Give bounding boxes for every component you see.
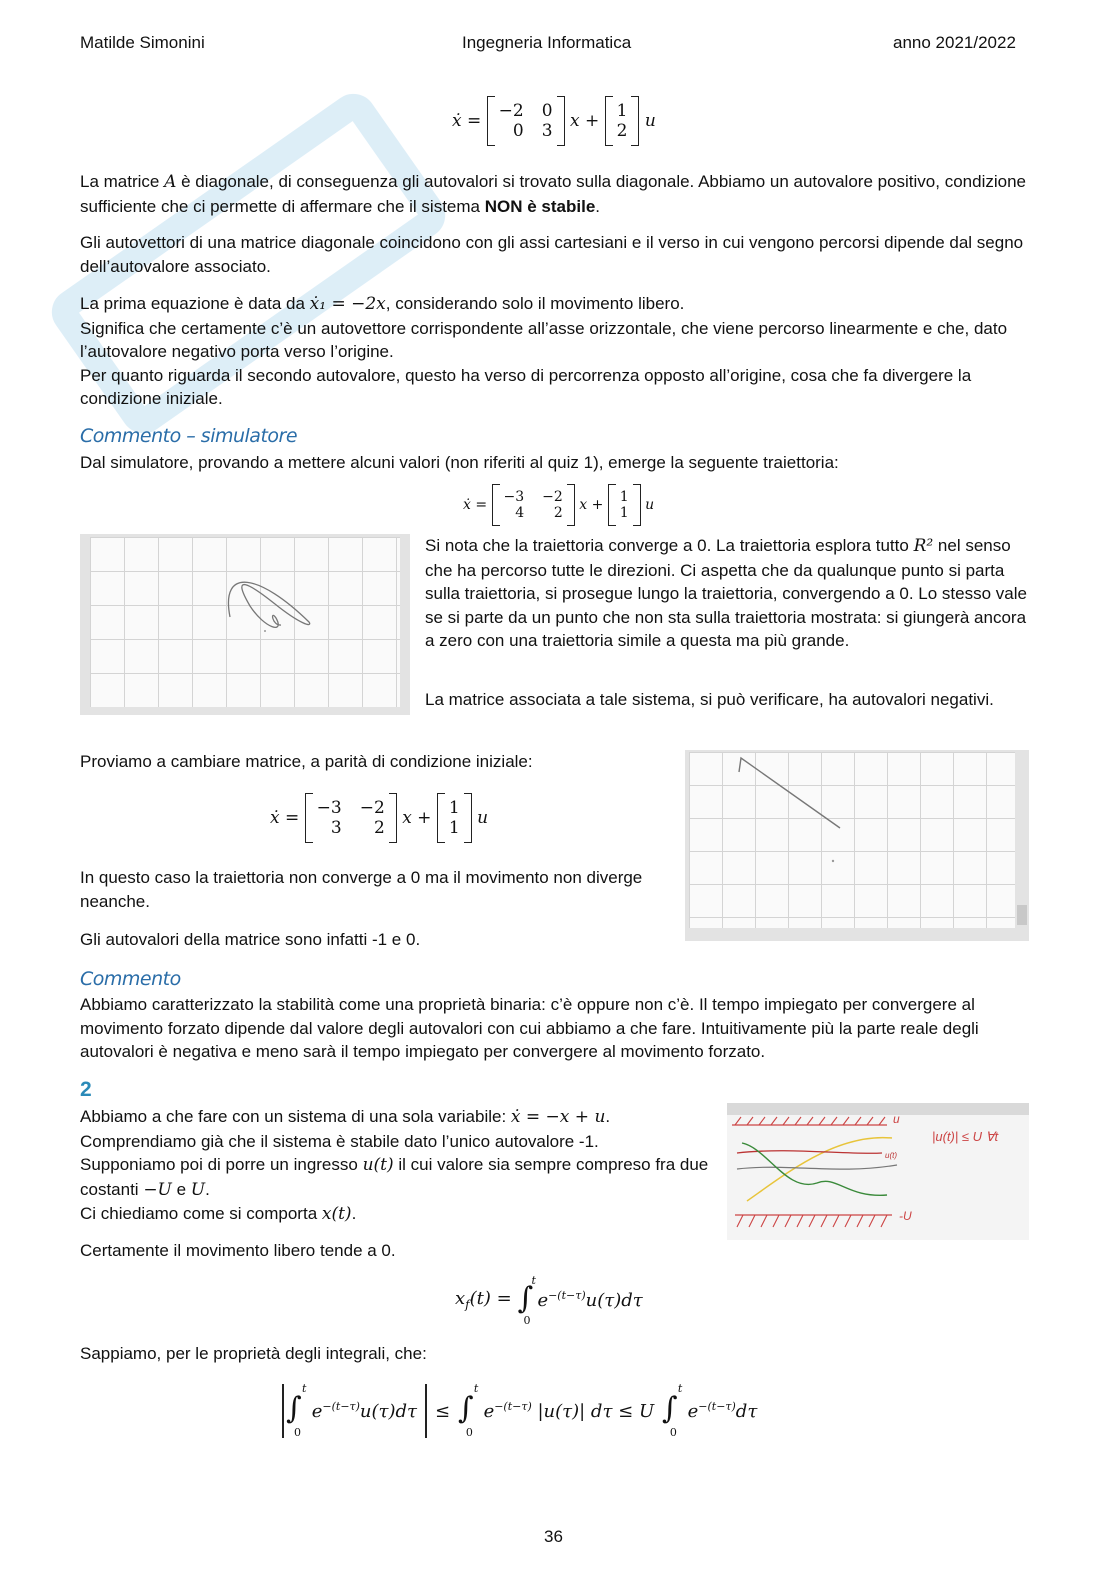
- sketch-label-neg-u: -U: [899, 1209, 912, 1223]
- paragraph-eigenvalues-values: Gli autovalori della matrice sono infatti -1 e 0.: [80, 930, 421, 949]
- hand-sketch-bounded-input: [727, 1103, 1029, 1240]
- equation-inequality: ∫ t 0 $e^{-(t-\tau)}u(\tau)d\tau$ ≤ ∫ t 0 $e^{-(t-\tau)}$ |u(τ)| dτ ≤ U ∫ t 0 $e^{-(t-\tau)}d\tau$: [282, 1384, 757, 1438]
- trajectory-spiral: [80, 534, 410, 715]
- simulator-plot-converging: [80, 534, 410, 715]
- paragraph-negative-eigenvalues: La matrice associata a tale sistema, si può verificare, ha autovalori negativi.: [425, 690, 994, 709]
- equation-3: ẋ = −3 −2 3 2 x + 1 1 u: [270, 793, 488, 843]
- comment-simulator-heading: Commento – simulatore: [80, 425, 298, 447]
- matrix-a: −2 0 0 3: [487, 96, 565, 146]
- sketch-label-u: u: [893, 1112, 900, 1126]
- paragraph-no-convergence: In questo caso la traiettoria non converge a 0 ma il movimento non diverge neanche.: [80, 868, 643, 911]
- paragraph-change-matrix: Proviamo a cambiare matrice, a parità di condizione iniziale:: [80, 752, 533, 771]
- page-number: 36: [544, 1527, 563, 1546]
- equation-forced-motion: $x_f(t)$ = ∫ t 0 $e^{-(t-\tau)}u(\tau)d\tau$: [455, 1274, 643, 1327]
- paragraph-first-equation: La prima equazione è data da ẋ₁ = −2x, considerando solo il movimento libero. Significa che certamente c’è un autovettore corrispondente all’asse orizzontale, che viene percorso linearmente e che, dato l’autovalore negativo porta verso l’origine. Per quanto riguarda il secondo autovalore, questo ha verso di percorrenza opposto all’origine, cosa che fa divergere la condizione iniziale.: [80, 294, 1008, 408]
- matrix-b: 1 2: [605, 96, 640, 146]
- trajectory-line: [685, 750, 1029, 941]
- equation-1: ẋ = −2 0 0 3 x + 1 2 u: [452, 96, 656, 146]
- sketch-drawing: [727, 1103, 1029, 1240]
- comment-simulator-intro: Dal simulatore, provando a mettere alcuni valori (non riferiti al quiz 1), emerge la seguente traiettoria:: [80, 453, 839, 472]
- section-number: 2: [80, 1078, 92, 1101]
- equation-2: ẋ = −3 −2 4 2 x + 1 1 u: [463, 484, 654, 526]
- comment-stability: Abbiamo caratterizzato la stabilità come una proprietà binaria: c’è oppure non c’è. Il tempo impiegato per convergere al movimento forzato dipende dal valore degli autovalori con cui abbiamo a che fare. Intuitivamente più la parte reale degli autovalori è negativa e meno sarà il tempo impiegato per convergere al movimento forzato.: [80, 995, 979, 1061]
- comment-heading: Commento: [80, 968, 181, 990]
- watermark-logo: [20, 40, 500, 520]
- paragraph-eigenvectors: Gli autovettori di una matrice diagonale coincidono con gli assi cartesiani e il verso in cui vengono percorsi dipende dal segno dell’autovalore associato.: [80, 233, 1024, 276]
- simulator-plot-bounded: [685, 750, 1029, 941]
- paragraph-diagonal: La matrice A è diagonale, di conseguenza gli autovalori si trovato sulla diagonale. Abbiamo un autovalore positivo, condizione sufficiente che ci permette di affermare che il sistema NON è stabile.: [80, 172, 1026, 216]
- paragraph-integral-properties: Sappiamo, per le proprietà degli integrali, che:: [80, 1344, 427, 1363]
- paragraph-free-motion: Certamente il movimento libero tende a 0.: [80, 1241, 396, 1260]
- sketch-label-bound: |u(t)| ≤ U ∀t: [932, 1129, 999, 1144]
- header-author: Matilde Simonini: [80, 33, 205, 52]
- header-year: anno 2021/2022: [893, 33, 1016, 52]
- header-course: Ingegneria Informatica: [462, 33, 632, 52]
- sketch-label-ut: u(t): [885, 1151, 897, 1160]
- eq1-lhs: ẋ =: [452, 111, 482, 131]
- section-2-text: Abbiamo a che fare con un sistema di una sola variabile: ẋ = −x + u. Comprendiamo già che il sistema è stabile dato l’unico autovalore -1. Supponiamo poi di porre un ingresso u(t) il cui valore sia sempre compreso fra due costanti −U e U. Ci chiediamo come si comporta x(t).: [80, 1107, 709, 1224]
- paragraph-convergence: Si nota che la traiettoria converge a 0. La traiettoria esplora tutto R² nel senso che ha percorso tutte le direzioni. Ci aspetta che da qualunque punto si parta sulla traiettoria, si prosegue lungo la traiettoria, convergendo a 0. Lo stesso vale se si parte da un punto che non sta sulla traiettoria mostrata: si giungerà ancora a zero con una traiettoria simile a questa ma più grande.: [425, 536, 1027, 650]
